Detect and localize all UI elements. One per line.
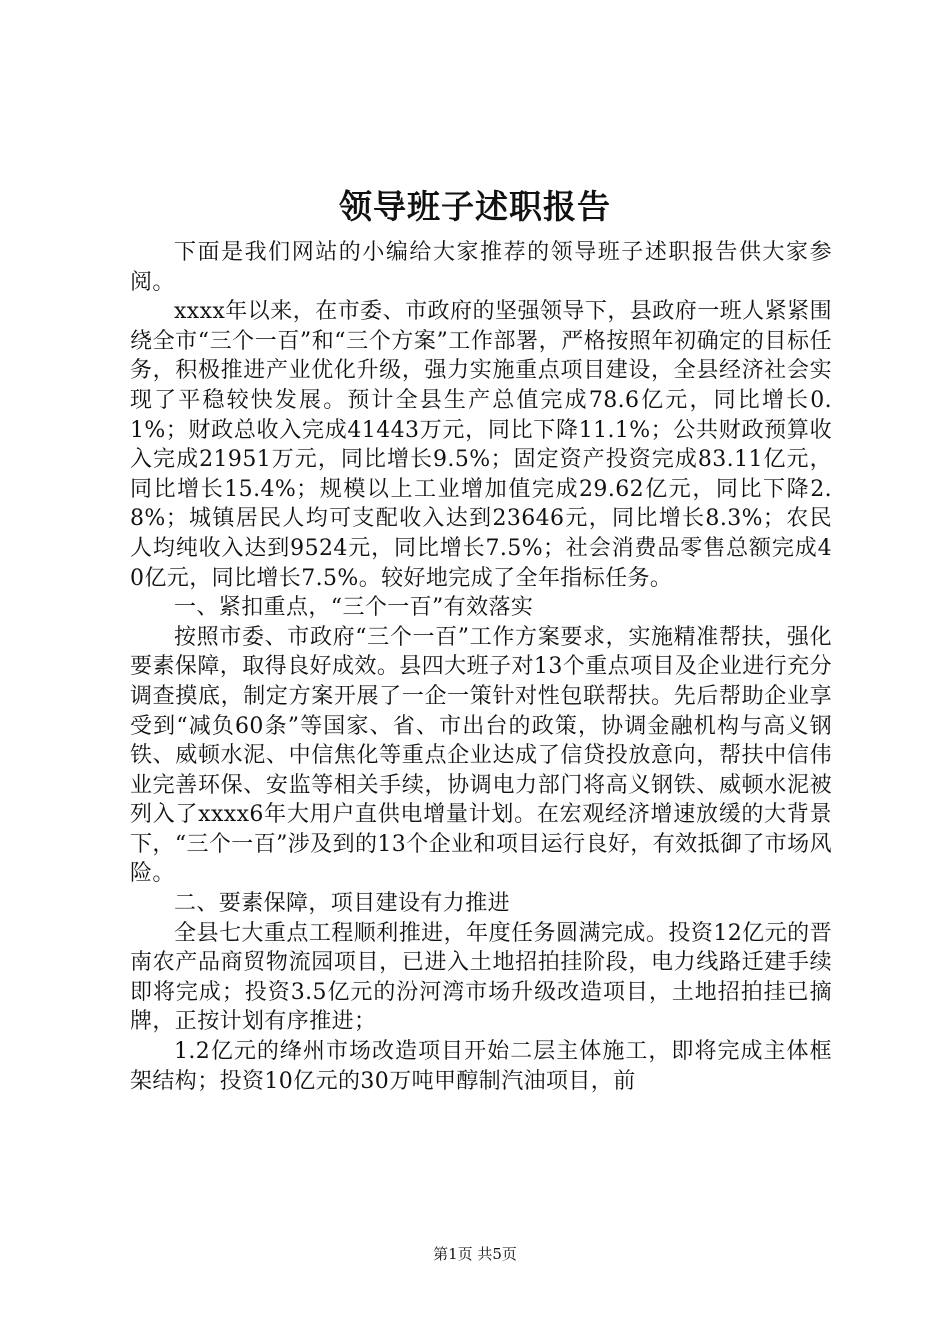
section-2-paragraph-1: 全县七大重点工程顺利推进，年度任务圆满完成。投资12亿元的晋南农产品商贸物流园项目，已进入土地招拍挂阶段，电力线路迁建手续即将完成；投资3.5亿元的汾河湾市场升级改造项目，土地招拍挂已摘牌，正按计划有序推进； <box>130 920 832 1035</box>
intro-paragraph: 下面是我们网站的小编给大家推荐的领导班子述职报告供大家参阅。 <box>130 240 832 295</box>
document-title: 领导班子述职报告 <box>339 187 611 226</box>
section-2-paragraph-2: 1.2亿元的绛州市场改造项目开始二层主体施工，即将完成主体框架结构；投资10亿元的30万吨甲醇制汽油项目，前 <box>130 1039 832 1094</box>
section-heading-2: 二、要素保障，项目建设有力推进 <box>174 891 511 917</box>
document-body <box>130 238 832 1096</box>
section-1-paragraph: 按照市委、市政府“三个一百”工作方案要求，实施精准帮扶，强化要素保障，取得良好成效。县四大班子对13个重点项目及企业进行充分调查摸底，制定方案开展了一企一策针对性包联帮扶。先后帮助企业享受到“减负60条”等国家、省、市出台的政策，协调金融机构与高义钢铁、威顿水泥、中信焦化等重点企业达成了信贷投放意向，帮扶中信伟业完善环保、安监等相关手续，协调电力部门将高义钢铁、威顿水泥被列入了xxxx6年大用户直供电增量计划。在宏观经济增速放缓的大背景下，“三个一百”涉及到的13个企业和项目运行良好，有效抵御了市场风险。 <box>130 624 832 887</box>
page-number-footer: 第1页 共5页 <box>433 1245 517 1263</box>
summary-paragraph: xxxx年以来，在市委、市政府的坚强领导下，县政府一班人紧紧围绕全市“三个一百”和“三个方案”工作部署，严格按照年初确定的目标任务，积极推进产业优化升级，强力实施重点项目建设，全县经济社会实现了平稳较快发展。预计全县生产总值完成78.6亿元，同比增长0.1%；财政总收入完成41443万元，同比下降11.1%；公共财政预算收入完成21951万元，同比增长9.5%；固定资产投资完成83.11亿元，同比增长15.4%；规模以上工业增加值完成29.62亿元，同比下降2.8%；城镇居民人均可支配收入达到23646元，同比增长8.3%；农民人均纯收入达到9524元，同比增长7.5%；社会消费品零售总额完成40亿元，同比增长7.5%。较好地完成了全年指标任务。 <box>130 299 832 591</box>
section-heading-1: 一、紧扣重点，“三个一百”有效落实 <box>174 595 534 621</box>
